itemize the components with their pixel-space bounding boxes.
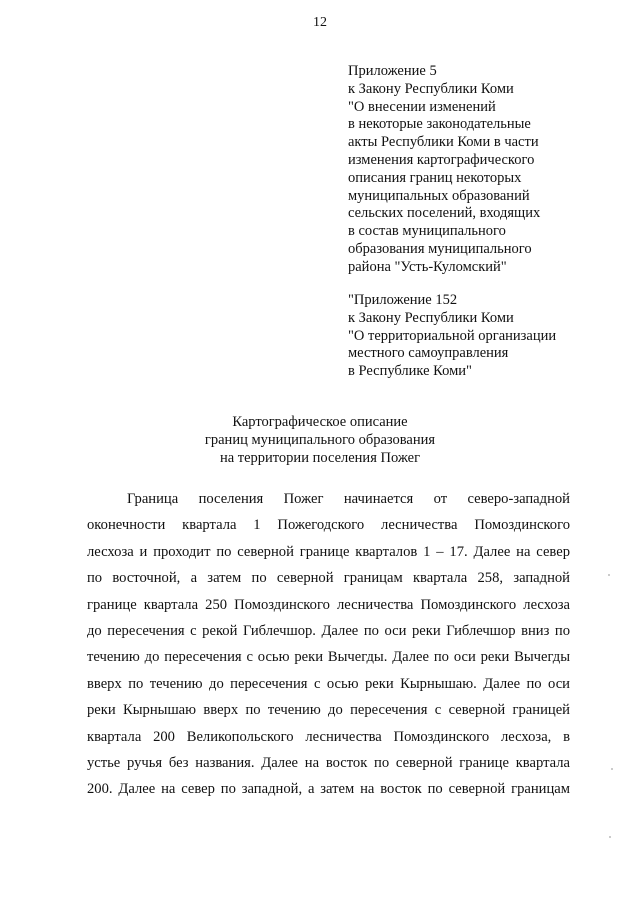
body-line: течению до пересечения с осью реки Вычегды. Далее по оси реки Вычегды (87, 649, 570, 666)
body-line: реки Кырнышаю вверх по течению до пересечения с северной границей (87, 702, 570, 719)
appendix-152-line: местного самоуправления (348, 345, 509, 362)
body-line: вверх по течению до пересечения с осью реки Кырнышаю. Далее по оси (87, 675, 570, 692)
scan-speck (611, 768, 613, 770)
body-line: квартала 200 Великопольского лесничества Помоздинского лесхоза, в (87, 728, 570, 745)
title-line: на территории поселения Пожег (219, 450, 421, 466)
appendix-152-header (348, 292, 598, 381)
appendix-5-header (348, 63, 598, 277)
body-line: Граница поселения Пожег начинается от северо-западной (127, 491, 570, 507)
appendix-5-line: акты Республики Коми в части (348, 134, 539, 151)
appendix-152-line: в Республике Коми" (348, 363, 472, 380)
body-line: до пересечения с рекой Гиблечшор. Далее по оси реки Гиблечшор вниз по (87, 622, 570, 639)
body-line: лесхоза и проходит по северной границе кварталов 1 – 17. Далее на север (87, 543, 570, 560)
body-line: границе квартала 250 Помоздинского лесничества Помоздинского лесхоза (87, 596, 570, 613)
appendix-5-line: описания границ некоторых (348, 169, 522, 186)
body-line: 200. Далее на север по западной, а затем на восток по северной границам (87, 781, 570, 798)
body-line: устье ручья без названия. Далее на восток по северной границе квартала (87, 754, 570, 771)
appendix-5-line: к Закону Республики Коми (348, 80, 514, 97)
scan-speck (608, 574, 610, 576)
body-line: по восточной, а затем по северной границам квартала 258, западной (87, 570, 570, 587)
appendix-5-line: образования муниципального (348, 240, 532, 257)
document-title (0, 413, 640, 467)
appendix-5-line: муниципальных образований (348, 187, 530, 204)
scan-speck (609, 836, 611, 838)
appendix-5-line: в состав муниципального (348, 223, 506, 240)
body-line: оконечности квартала 1 Пожегодского лесничества Помоздинского (87, 517, 570, 534)
body-paragraph (87, 486, 570, 803)
page-number: 12 (313, 15, 327, 30)
appendix-5-line: Приложение 5 (348, 63, 437, 79)
title-line: границ муниципального образования (204, 432, 436, 448)
appendix-152-line: "О территориальной организации (348, 327, 557, 344)
appendix-152-line: к Закону Республики Коми (348, 309, 514, 326)
appendix-5-line: в некоторые законодательные (348, 116, 531, 133)
title-line: Картографическое описание (232, 414, 408, 430)
appendix-5-line: "О внесении изменений (348, 98, 496, 115)
appendix-152-line: "Приложение 152 (348, 292, 458, 308)
appendix-5-line: изменения картографического (348, 151, 535, 168)
appendix-5-line: сельских поселений, входящих (348, 205, 541, 222)
appendix-5-line: района "Усть-Куломский" (348, 258, 507, 275)
